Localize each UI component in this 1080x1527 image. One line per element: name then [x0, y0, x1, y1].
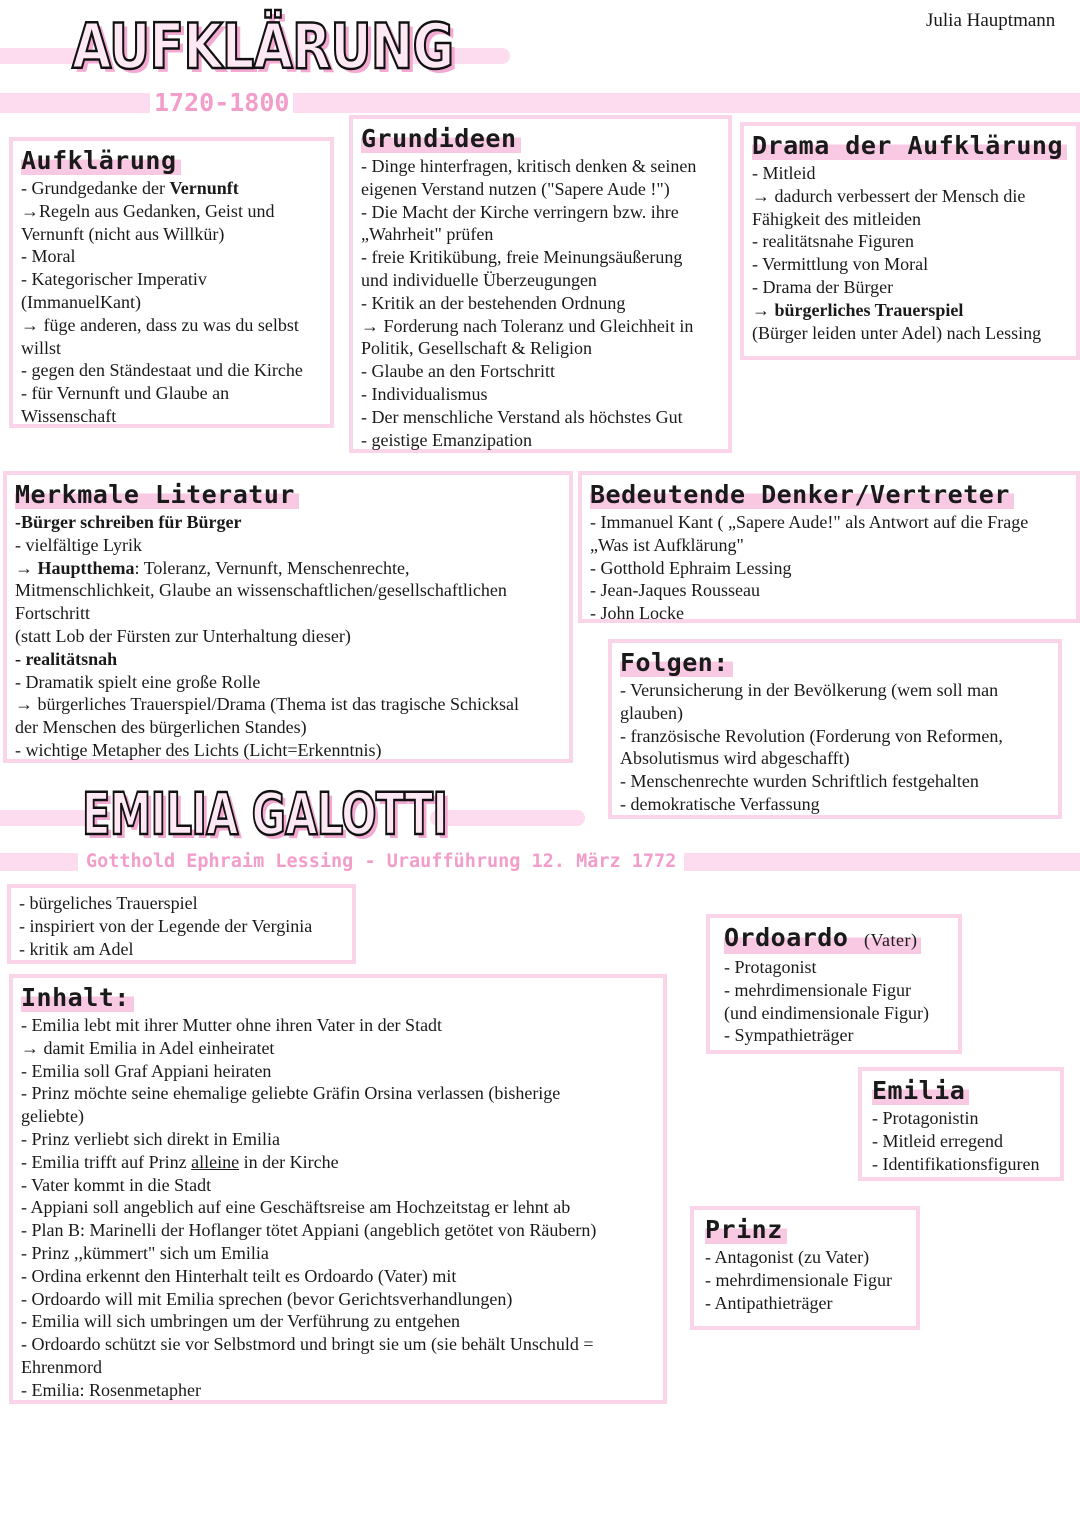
list-item [752, 162, 1068, 185]
list-item: - geistige Emanzipation [361, 429, 532, 450]
list-item: - Dinge hinterfragen, kritisch denken & seinen [361, 156, 697, 176]
emphasis-text: bürgerliches Trauerspiel [774, 299, 964, 320]
list-item [21, 1219, 655, 1242]
aufklaerung-heading: Aufklärung [21, 147, 181, 175]
list-text: - Emilia lebt mit ihrer Mutter ohne ihren Vater in der Stadt [21, 1015, 443, 1035]
prinz-box [690, 1206, 920, 1330]
list-item: - mehrdimensionale Figur [705, 1269, 892, 1290]
list-text: - Mitleid [752, 163, 816, 183]
emilia-band-left [0, 810, 90, 826]
list-item [15, 671, 561, 694]
genre-box [7, 884, 356, 964]
list-item: - John Locke [590, 603, 684, 624]
main-title: AUFKLÄRUNG [72, 10, 454, 83]
list-item: - inspiriert von der Legende der Verginia [19, 915, 313, 936]
list-text: - gegen den Ständestaat und die Kirche [21, 360, 303, 381]
list-item: - Protagonistin [872, 1108, 979, 1128]
emphasis-text: Vernunft [169, 178, 239, 198]
emphasis-text: Hauptthema [37, 557, 135, 578]
ordoardo-list [724, 956, 950, 1047]
list-item [21, 382, 322, 405]
list-item: - Die Macht der Kirche verringern bzw. ihre [361, 201, 679, 222]
list-item [21, 1242, 655, 1265]
list-text: - Drama der Bürger [752, 276, 894, 297]
grundideen-heading: Grundideen [361, 125, 521, 153]
grundideen-box [349, 115, 732, 453]
list-item: - kritik am Adel [19, 938, 134, 959]
list-text: - realitätsnahe Figuren [752, 231, 914, 252]
list-text: Mitmenschlichkeit, Glaube an wissenschaftlichen/gesellschaftlichen [15, 580, 507, 601]
list-item [15, 693, 561, 716]
list-item [15, 739, 561, 762]
list-text: - Dramatik spielt eine große Rolle [15, 671, 261, 692]
list-item: - Immanuel Kant ( „Sapere Aude!" als Antwort auf die Frage [590, 512, 1029, 532]
list-item [21, 1082, 655, 1105]
list-item: - Der menschliche Verstand als höchstes Gut [361, 406, 683, 427]
list-item: glauben) [620, 702, 683, 723]
list-item [21, 1105, 655, 1128]
list-text: - Prinz verliebt sich direkt in Emilia [21, 1128, 280, 1149]
list-item: „Was ist Aufklärung" [590, 534, 744, 555]
list-item [752, 253, 1068, 276]
inhalt-heading: Inhalt: [21, 984, 134, 1012]
list-item [21, 245, 322, 268]
list-item [21, 314, 322, 337]
list-text: willst [21, 337, 62, 358]
list-text: (Bürger leiden unter Adel) nach Lessing [752, 322, 1042, 343]
aufklaerung-box [9, 137, 334, 428]
list-text: Fortschritt [15, 603, 90, 624]
list-text: - Grundgedanke der [21, 178, 170, 198]
list-text: - Emilia trifft auf Prinz [21, 1151, 192, 1172]
list-item [15, 557, 561, 580]
list-item [21, 1379, 655, 1402]
ordoardo-name: Ordoardo [724, 923, 849, 952]
list-text: - Prinz ,,kümmert" sich um Emilia [21, 1242, 269, 1263]
list-item: - Kritik an der bestehenden Ordnung [361, 292, 626, 313]
list-item [15, 511, 561, 534]
list-text: geliebte) [21, 1106, 84, 1127]
list-item [21, 223, 322, 246]
merkmale-list [15, 511, 561, 762]
list-item [21, 1060, 655, 1083]
list-item: - Identifikationsfiguren [872, 1153, 1040, 1174]
list-item [21, 177, 322, 200]
list-item [21, 1037, 655, 1060]
drama-box [740, 122, 1080, 360]
list-item: - Mitleid erregend [872, 1130, 1003, 1151]
list-item [21, 1265, 655, 1288]
header-band-left [0, 48, 80, 64]
list-item [15, 625, 561, 648]
list-text: → bürgerliches Trauerspiel/Drama (Thema ist das tragische Schicksal [15, 694, 520, 715]
list-text: → [752, 299, 775, 320]
list-item [15, 602, 561, 625]
list-item [21, 359, 322, 382]
list-text: → füge anderen, dass zu was du selbst [21, 314, 299, 335]
merkmale-heading: Merkmale Literatur [15, 481, 299, 509]
list-text: →Regeln aus Gedanken, Geist und [21, 200, 275, 221]
list-item [21, 1196, 655, 1219]
merkmale-box [3, 471, 573, 763]
list-item: - demokratische Verfassung [620, 793, 820, 814]
emilia-galotti-title: EMILIA GALOTTI [82, 780, 448, 848]
list-text: → damit Emilia in Adel einheiratet [21, 1037, 275, 1058]
list-item: - Individualismus [361, 383, 488, 404]
ordoardo-role: (Vater) [863, 930, 918, 950]
list-item [21, 1333, 655, 1356]
denker-list [590, 511, 1068, 625]
drama-list [752, 162, 1068, 344]
list-item: - Gotthold Ephraim Lessing [590, 557, 792, 578]
inhalt-box [9, 974, 667, 1404]
list-text: der Menschen des bürgerlichen Standes) [15, 717, 307, 738]
list-item: Absolutismus wird abgeschafft) [620, 748, 850, 769]
list-item: (und eindimensionale Figur) [724, 1002, 929, 1023]
list-item [15, 534, 561, 557]
list-text: Wissenschaft [21, 405, 117, 426]
emilia-list [872, 1107, 1052, 1175]
period-label: 1720-1800 [150, 88, 293, 118]
list-text: Ehrenmord [21, 1356, 102, 1377]
list-text: - Vater kommt in die Stadt [21, 1174, 212, 1195]
list-text: - Vermittlung von Moral [752, 254, 929, 275]
drama-heading: Drama der Aufklärung [752, 132, 1067, 160]
grundideen-list [361, 155, 720, 451]
list-item [21, 1356, 655, 1379]
list-item [21, 1128, 655, 1151]
list-item: - Jean-Jaques Rousseau [590, 580, 760, 601]
list-text: - Emilia soll Graf Appiani heiraten [21, 1060, 272, 1081]
list-text: - Ordoardo schützt sie vor Selbstmord und bringt sie um (sie behält Unschuld = [21, 1334, 594, 1355]
list-item: - Protagonist [724, 957, 817, 977]
list-text: (statt Lob der Fürsten zur Unterhaltung dieser) [15, 625, 351, 646]
list-text: : Toleranz, Vernunft, Menschenrechte, [134, 557, 410, 578]
list-item [21, 337, 322, 360]
list-text: - vielfältige Lyrik [15, 534, 142, 555]
inhalt-list [21, 1014, 655, 1402]
list-text: Vernunft (nicht aus Willkür) [21, 223, 225, 244]
list-item [21, 291, 322, 314]
list-item: - Menschenrechte wurden Schriftlich festgehalten [620, 771, 979, 792]
list-item [21, 268, 322, 291]
list-item [752, 208, 1068, 231]
list-text: - Kategorischer Imperativ [21, 269, 207, 290]
list-item [752, 299, 1068, 322]
emphasis-text: -Bürger schreiben für Bürger [15, 512, 242, 532]
list-item [752, 322, 1068, 345]
list-text: - für Vernunft und Glaube an [21, 383, 230, 404]
list-item: - Glaube an den Fortschritt [361, 361, 555, 382]
list-text: - Emilia will sich umbringen um der Verführung zu entgehen [21, 1311, 461, 1332]
prinz-list [705, 1246, 908, 1314]
emilia-galotti-subtitle: Gotthold Ephraim Lessing - Uraufführung 12. März 1772 [78, 850, 684, 874]
emphasis-text: alleine [191, 1151, 240, 1172]
folgen-list [620, 679, 1050, 816]
list-text: - Plan B: Marinelli der Hoflanger tötet Appiani (angeblich getötet von Räubern) [21, 1220, 597, 1241]
list-item [752, 185, 1068, 208]
list-item: - Antipathieträger [705, 1292, 833, 1313]
emilia-heading: Emilia [872, 1077, 969, 1105]
list-item: - freie Kritikübung, freie Meinungsäußerung [361, 247, 683, 268]
aufklaerung-list [21, 177, 322, 428]
emilia-box [858, 1067, 1064, 1181]
list-item: → Forderung nach Toleranz und Gleichheit in [361, 315, 694, 336]
ordoardo-box [706, 914, 962, 1054]
list-item [15, 648, 561, 671]
list-item: - mehrdimensionale Figur [724, 979, 911, 1000]
list-text: (ImmanuelKant) [21, 291, 141, 312]
list-item [15, 579, 561, 602]
list-item [21, 1288, 655, 1311]
list-item: und individuelle Überzeugungen [361, 269, 597, 290]
folgen-box [608, 639, 1062, 819]
list-item [15, 716, 561, 739]
list-item [21, 1310, 655, 1333]
list-text: - Appiani soll angeblich auf eine Geschäftsreise am Hochzeitstag er lehnt ab [21, 1197, 571, 1218]
list-text: - Ordina erkennt den Hinterhalt teilt es Ordoardo (Vater) mit [21, 1265, 457, 1286]
list-item [21, 405, 322, 428]
prinz-heading: Prinz [705, 1216, 787, 1244]
list-item [21, 1151, 655, 1174]
list-item: - französische Revolution (Forderung von Reformen, [620, 725, 1003, 746]
list-item [752, 230, 1068, 253]
list-item [21, 1014, 655, 1037]
list-text: Fähigkeit des mitleiden [752, 208, 921, 229]
denker-heading: Bedeutende Denker/Vertreter [590, 481, 1014, 509]
emphasis-text: - realitätsnah [15, 648, 118, 669]
list-text: → [15, 557, 38, 578]
list-item: - Verunsicherung in der Bevölkerung (wem soll man [620, 680, 999, 700]
list-item: Politik, Gesellschaft & Religion [361, 338, 592, 359]
emilia-band-right [430, 810, 585, 826]
list-item [21, 200, 322, 223]
list-text: - Ordoardo will mit Emilia sprechen (bevor Gerichtsverhandlungen) [21, 1288, 513, 1309]
list-item: - Sympathieträger [724, 1025, 854, 1046]
list-item [21, 1174, 655, 1197]
list-item: eigenen Verstand nutzen ("Sapere Aude !") [361, 178, 670, 199]
list-item: „Wahrheit" prüfen [361, 224, 494, 245]
list-text: - Emilia: Rosenmetapher [21, 1379, 201, 1400]
list-text: - Prinz möchte seine ehemalige geliebte Gräfin Orsina verlassen (bisherige [21, 1083, 561, 1104]
list-text: - wichtige Metapher des Lichts (Licht=Erkenntnis) [15, 739, 382, 760]
list-text: in der Kirche [239, 1151, 339, 1172]
list-text: → dadurch verbessert der Mensch die [752, 185, 1026, 206]
ordoardo-heading [724, 924, 921, 954]
list-item: - Antagonist (zu Vater) [705, 1247, 870, 1267]
genre-list [19, 892, 344, 960]
folgen-heading: Folgen: [620, 649, 733, 677]
list-text: - Moral [21, 246, 76, 267]
list-item: - bürgeliches Trauerspiel [19, 893, 198, 913]
list-item [752, 276, 1068, 299]
author-name: Julia Hauptmann [926, 10, 1056, 31]
denker-box [578, 471, 1080, 623]
